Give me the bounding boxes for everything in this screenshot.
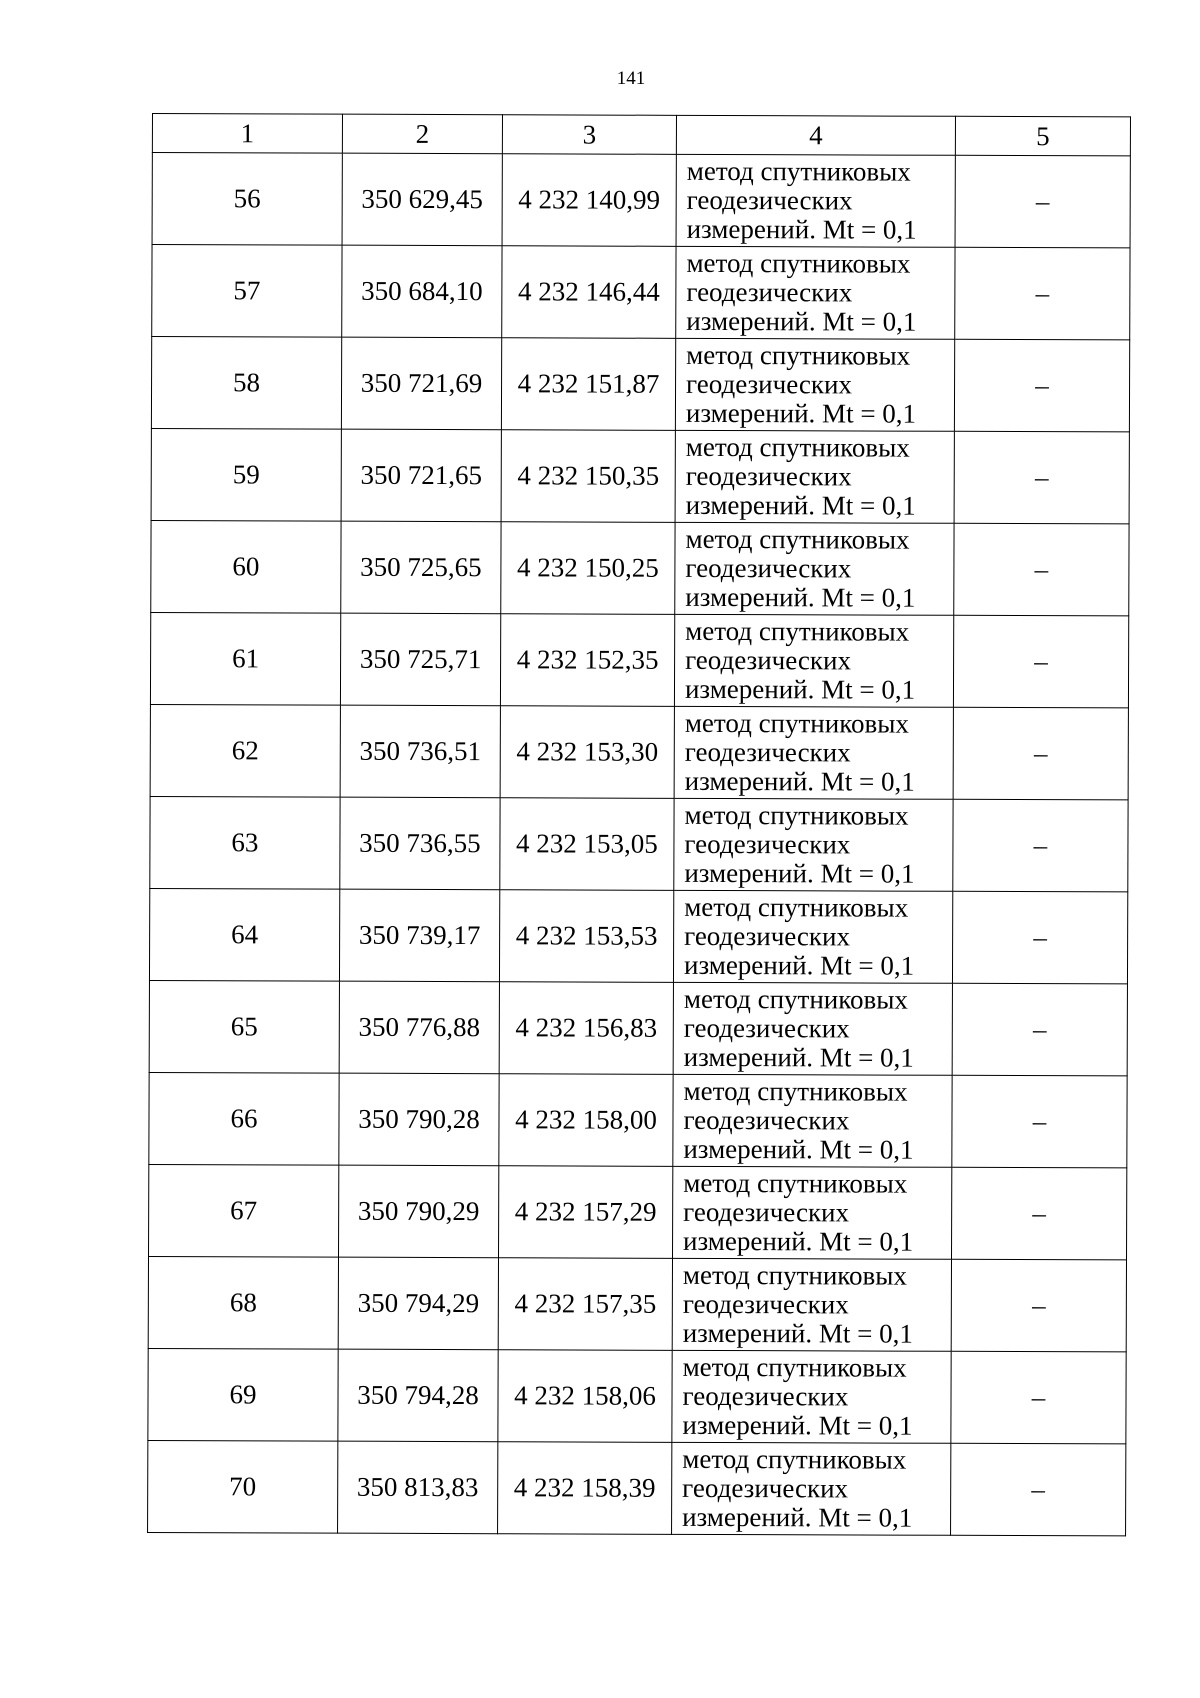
page-number: 141 xyxy=(616,68,646,89)
coord-y: 4 232 157,35 xyxy=(498,1258,672,1351)
point-number: 68 xyxy=(148,1256,338,1349)
point-number: 57 xyxy=(152,245,342,338)
note-cell: – xyxy=(954,339,1129,432)
note-cell: – xyxy=(953,707,1128,800)
note-cell: – xyxy=(954,523,1129,616)
header-col-2: 2 xyxy=(342,114,502,154)
header-col-5: 5 xyxy=(955,116,1130,156)
note-cell: – xyxy=(955,155,1130,248)
table-row xyxy=(150,612,1128,707)
method-cell: метод спутниковых геодезических измерений. Mt = 0,1 xyxy=(675,430,954,523)
coord-x: 350 721,65 xyxy=(341,429,501,522)
coord-x: 350 721,69 xyxy=(341,337,501,430)
method-cell: метод спутниковых геодезических измерений. Mt = 0,1 xyxy=(673,1074,952,1167)
note-cell: – xyxy=(951,1351,1126,1444)
table-row xyxy=(149,980,1127,1075)
coord-y: 4 232 158,06 xyxy=(498,1350,672,1443)
coord-y: 4 232 150,25 xyxy=(501,522,675,615)
note-cell: – xyxy=(951,1443,1126,1536)
coord-x: 350 736,55 xyxy=(340,797,500,890)
coord-y: 4 232 153,30 xyxy=(500,706,674,799)
point-number: 69 xyxy=(148,1348,338,1441)
point-number: 58 xyxy=(151,337,341,430)
coord-x: 350 739,17 xyxy=(339,889,499,982)
table-row xyxy=(148,1256,1126,1351)
method-cell: метод спутниковых геодезических измерений. Mt = 0,1 xyxy=(673,890,952,983)
coord-x: 350 776,88 xyxy=(339,981,499,1074)
point-number: 62 xyxy=(150,704,340,797)
header-col-1: 1 xyxy=(152,114,342,154)
note-cell: – xyxy=(953,799,1128,892)
table-row xyxy=(152,153,1130,248)
point-number: 56 xyxy=(152,153,342,246)
point-number: 64 xyxy=(149,888,339,981)
method-cell: метод спутниковых геодезических измерений. Mt = 0,1 xyxy=(673,982,952,1075)
method-cell: метод спутниковых геодезических измерений. Mt = 0,1 xyxy=(672,1442,951,1535)
point-number: 61 xyxy=(150,612,340,705)
header-col-4: 4 xyxy=(676,115,955,155)
coord-y: 4 232 156,83 xyxy=(499,982,673,1075)
note-cell: – xyxy=(952,1167,1127,1260)
coord-x: 350 684,10 xyxy=(342,245,502,338)
coord-y: 4 232 151,87 xyxy=(501,338,675,431)
table-row xyxy=(150,704,1128,799)
coord-x: 350 813,83 xyxy=(338,1441,498,1534)
table-row xyxy=(149,1164,1127,1259)
note-cell: – xyxy=(954,431,1129,524)
note-cell: – xyxy=(952,891,1127,984)
method-cell: метод спутниковых геодезических измерений. Mt = 0,1 xyxy=(672,1350,951,1443)
coord-y: 4 232 153,05 xyxy=(500,798,674,891)
table-row xyxy=(152,245,1130,340)
table-row xyxy=(148,1348,1126,1443)
coord-y: 4 232 150,35 xyxy=(501,430,675,523)
note-cell: – xyxy=(952,1075,1127,1168)
point-number: 70 xyxy=(148,1440,338,1533)
coord-x: 350 736,51 xyxy=(340,705,500,798)
table-row xyxy=(151,337,1129,432)
coord-x: 350 790,28 xyxy=(339,1073,499,1166)
note-cell: – xyxy=(952,983,1127,1076)
point-number: 65 xyxy=(149,980,339,1073)
coord-x: 350 790,29 xyxy=(339,1165,499,1258)
table-row xyxy=(149,888,1127,983)
method-cell: метод спутниковых геодезических измерений. Mt = 0,1 xyxy=(675,338,954,431)
note-cell: – xyxy=(955,247,1130,340)
table-row xyxy=(151,520,1129,615)
method-cell: метод спутниковых геодезических измерений. Mt = 0,1 xyxy=(674,798,953,891)
table-row xyxy=(151,428,1129,523)
coord-y: 4 232 140,99 xyxy=(502,154,676,247)
table-row xyxy=(149,1072,1127,1167)
method-cell: метод спутниковых геодезических измерений. Mt = 0,1 xyxy=(674,706,953,799)
coord-x: 350 794,29 xyxy=(338,1257,498,1350)
point-number: 66 xyxy=(149,1072,339,1165)
method-cell: метод спутниковых геодезических измерений. Mt = 0,1 xyxy=(676,246,955,339)
method-cell: метод спутниковых геодезических измерений. Mt = 0,1 xyxy=(672,1258,951,1351)
coord-x: 350 794,28 xyxy=(338,1349,498,1442)
point-number: 67 xyxy=(149,1164,339,1257)
coord-y: 4 232 158,39 xyxy=(498,1442,672,1535)
coord-y: 4 232 157,29 xyxy=(499,1166,673,1259)
coord-x: 350 725,71 xyxy=(340,613,500,706)
coord-y: 4 232 153,53 xyxy=(499,890,673,983)
note-cell: – xyxy=(951,1259,1126,1352)
method-cell: метод спутниковых геодезических измерений. Mt = 0,1 xyxy=(676,154,955,247)
point-number: 59 xyxy=(151,428,341,521)
table-header-row xyxy=(152,114,1130,156)
coord-y: 4 232 158,00 xyxy=(499,1074,673,1167)
note-cell: – xyxy=(953,615,1128,708)
coord-y: 4 232 152,35 xyxy=(500,614,674,707)
point-number: 63 xyxy=(150,796,340,889)
coord-x: 350 725,65 xyxy=(341,521,501,614)
coord-y: 4 232 146,44 xyxy=(502,246,676,339)
point-number: 60 xyxy=(151,520,341,613)
method-cell: метод спутниковых геодезических измерений. Mt = 0,1 xyxy=(673,1166,952,1259)
coordinates-table xyxy=(147,113,1131,1536)
coord-x: 350 629,45 xyxy=(342,153,502,246)
method-cell: метод спутниковых геодезических измерений. Mt = 0,1 xyxy=(675,522,954,615)
table-row xyxy=(148,1440,1126,1535)
method-cell: метод спутниковых геодезических измерений. Mt = 0,1 xyxy=(674,614,953,707)
table-row xyxy=(150,796,1128,891)
header-col-3: 3 xyxy=(502,115,676,155)
